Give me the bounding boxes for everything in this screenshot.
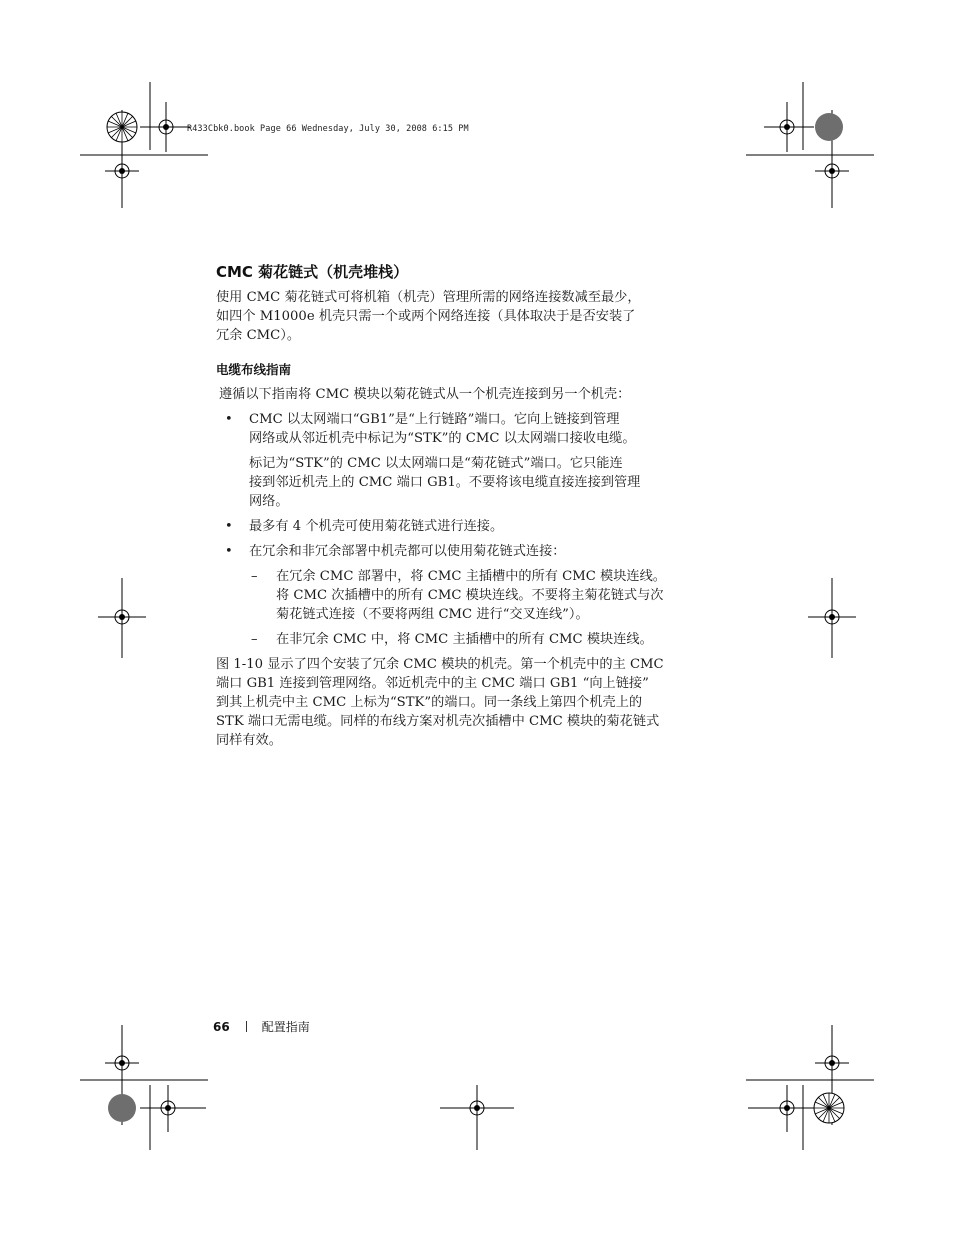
closing-paragraph — [216, 655, 721, 750]
closing-line: 到其上机壳中主 CMC 上标为“STK”的端口。同一条线上第四个机壳上的 — [216, 695, 643, 710]
subsection-title: 电缆布线指南 — [216, 362, 292, 377]
sublist-item — [249, 567, 721, 624]
intro-paragraph — [216, 288, 721, 345]
chapter-name: 配置指南 — [261, 1020, 310, 1034]
sublist-line: – 在非冗余 CMC 中，将 CMC 主插槽中的所有 CMC 模块连线。 — [276, 632, 653, 647]
closing-line: 端口 GB1 连接到管理网络。邻近机壳中的主 CMC 端口 GB1 “向上链接” — [216, 676, 649, 691]
page-number: 66 — [213, 1020, 230, 1034]
sublist-line: – 在冗余 CMC 部署中，将 CMC 主插槽中的所有 CMC 模块连线。 — [276, 569, 666, 584]
list-item-line: • 最多有 4 个机壳可使用菊花链式进行连接。 — [249, 519, 504, 534]
deployment-sublist — [249, 567, 721, 649]
guidelines-list — [216, 410, 721, 649]
sublist-line: 将 CMC 次插槽中的所有 CMC 模块连线。不要将主菊花链式与次 — [276, 588, 664, 603]
guidelines-lead: 遵循以下指南将 CMC 模块以菊花链式从一个机壳连接到另一个机壳： — [219, 387, 631, 402]
note-line: 标记为“STK”的 CMC 以太网端口是“菊花链式”端口。它只能连 — [249, 456, 623, 471]
list-item — [216, 517, 721, 536]
sublist-item — [249, 630, 721, 649]
closing-line: STK 端口无需电缆。同样的布线方案对机壳次插槽中 CMC 模块的菊花链式 — [216, 714, 660, 729]
page-footer — [213, 1018, 310, 1035]
note-line: 接到邻近机壳上的 CMC 端口 GB1。不要将该电缆直接连接到管理 — [249, 475, 641, 490]
list-item-line: 网络或从邻近机壳中标记为“STK”的 CMC 以太网端口接收电缆。 — [249, 431, 636, 446]
list-item — [216, 410, 721, 511]
list-item — [216, 542, 721, 649]
list-item-line: • CMC 以太网端口“GB1”是“上行链路”端口。它向上链接到管理 — [249, 412, 620, 427]
list-item-note — [249, 454, 721, 511]
footer-divider — [246, 1021, 247, 1032]
closing-line: 同样有效。 — [216, 733, 282, 748]
intro-line: 冗余 CMC）。 — [216, 328, 301, 343]
closing-line: 图 1-10 显示了四个安装了冗余 CMC 模块的机壳。第一个机壳中的主 CMC — [216, 657, 664, 672]
section-title: CMC 菊花链式（机壳堆栈） — [216, 263, 409, 281]
note-line: 网络。 — [249, 494, 289, 509]
page-content — [216, 262, 721, 750]
intro-line: 如四个 M1000e 机壳只需一个或两个网络连接（具体取决于是否安装了 — [216, 309, 636, 324]
intro-line: 使用 CMC 菊花链式可将机箱（机壳）管理所需的网络连接数减至最少， — [216, 290, 641, 305]
print-slug-line: R433Cbk0.book Page 66 Wednesday, July 30, 2008 6:15 PM — [187, 124, 469, 134]
sublist-line: 菊花链式连接（不要将两组 CMC 进行“交叉连线”）。 — [276, 607, 589, 622]
list-item-line: • 在冗余和非冗余部署中机壳都可以使用菊花链式连接： — [249, 544, 566, 559]
